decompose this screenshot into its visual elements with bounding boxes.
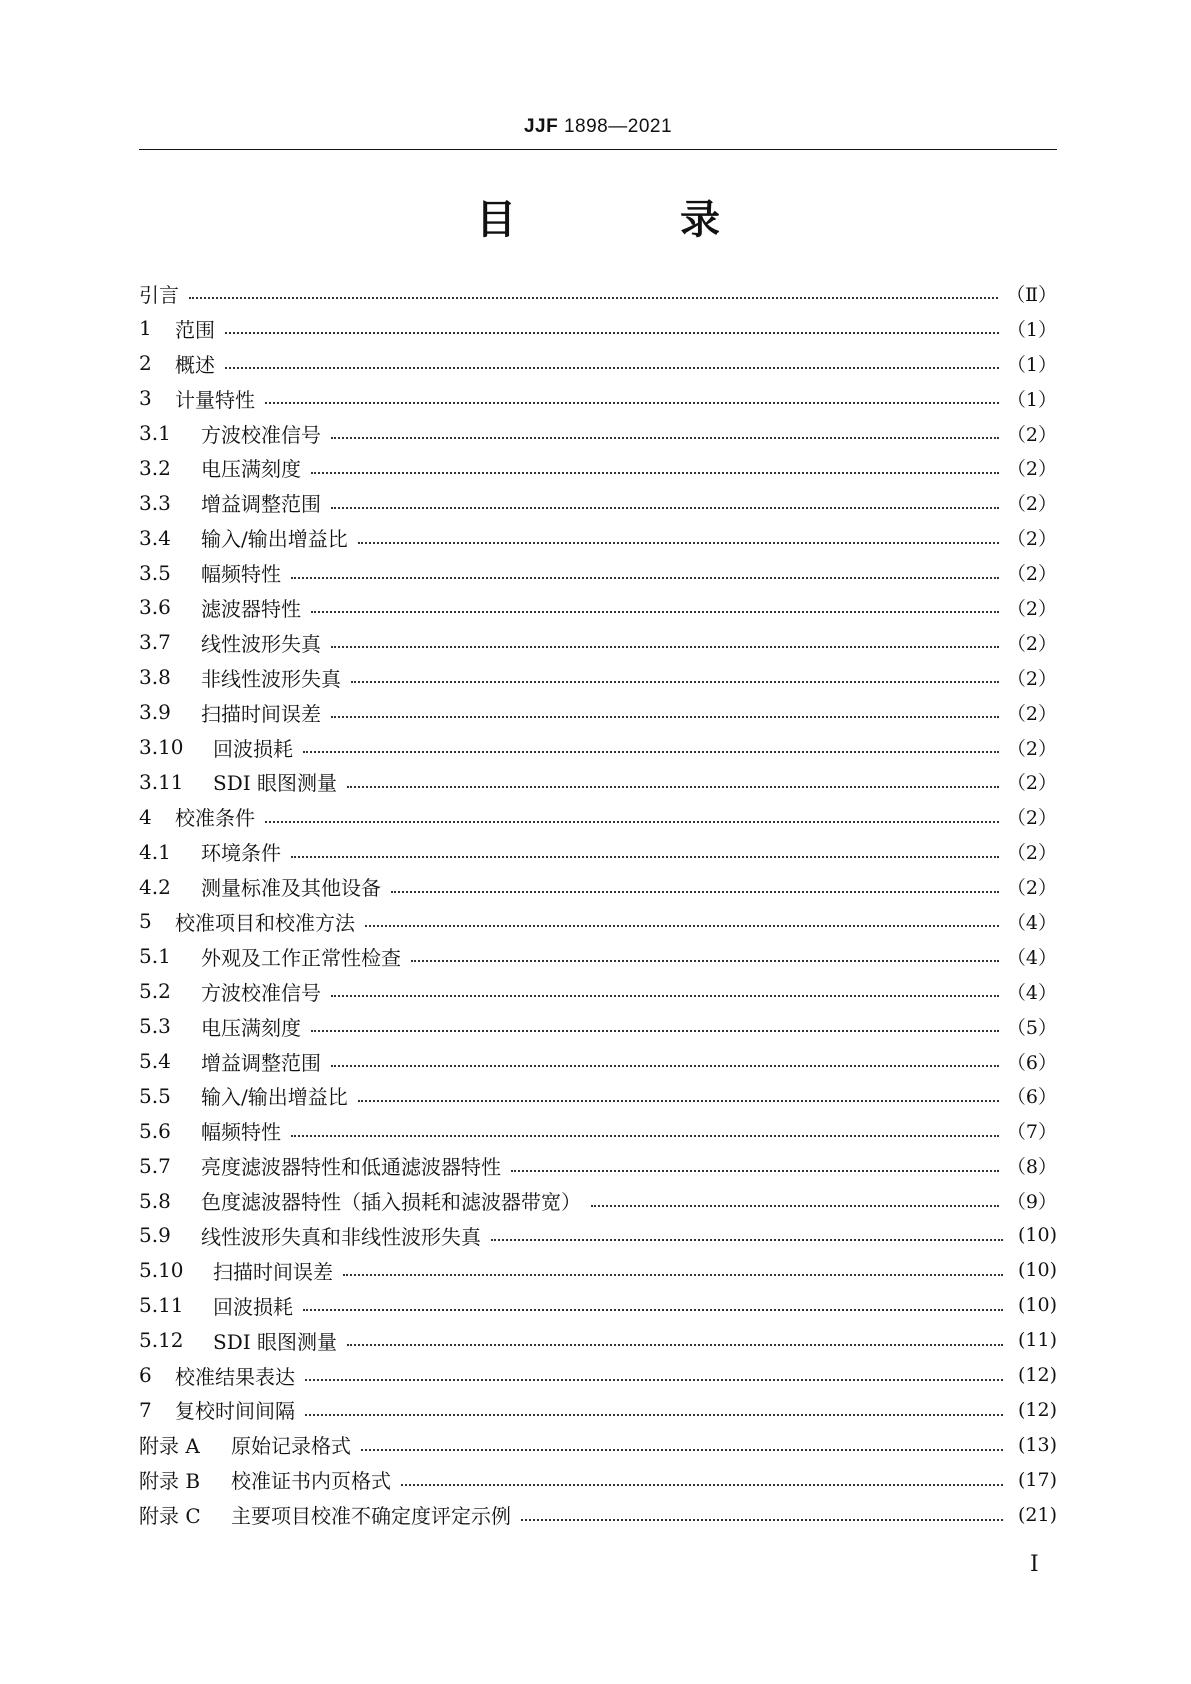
toc-entry-page: （4） (1006, 911, 1057, 934)
toc-entry-label: 电压满刻度 (201, 1015, 301, 1040)
toc-entry-number: 3.3 (139, 490, 171, 515)
toc-dot-leader (511, 1170, 999, 1172)
page-number: I (1030, 1552, 1039, 1577)
toc-entry-number: 5.3 (139, 1014, 171, 1039)
toc-title: 目 录 (476, 197, 782, 243)
toc-entry[interactable] (139, 695, 1057, 730)
toc-entry-text (139, 1186, 581, 1215)
toc-dot-leader (303, 751, 999, 753)
toc-entry[interactable] (139, 625, 1057, 660)
toc-entry-page: （6） (1006, 1086, 1057, 1109)
toc-entry-text (139, 1326, 337, 1355)
toc-entry-label: 环境条件 (201, 841, 281, 866)
toc-entry-number: 5.8 (139, 1188, 171, 1213)
toc-dot-leader (225, 332, 999, 334)
toc-entry-label: 校准条件 (175, 806, 255, 831)
toc-entry[interactable] (139, 1323, 1057, 1358)
toc-entry[interactable] (139, 660, 1057, 695)
toc-entry[interactable] (139, 764, 1057, 799)
toc-entry-label: 幅频特性 (201, 1120, 281, 1145)
toc-entry-page: (10) (1017, 1294, 1057, 1317)
toc-entry-label: 复校时间间隔 (175, 1399, 295, 1424)
toc-entry-number: 1 (139, 316, 152, 341)
toc-entry-number: 3.6 (139, 595, 171, 620)
toc-entry[interactable] (139, 1288, 1057, 1323)
toc-entry-number: 3.11 (139, 769, 184, 794)
toc-entry-text (139, 1500, 511, 1529)
toc-dot-leader (343, 1274, 1003, 1276)
toc-entry-text (139, 698, 321, 727)
toc-entry-number: 4.1 (139, 839, 171, 864)
toc-entry-label: 外观及工作正常性检查 (201, 945, 401, 970)
toc-dot-leader (411, 960, 999, 962)
toc-entry[interactable] (139, 1393, 1057, 1428)
standard-code: JJF (523, 116, 559, 137)
toc-entry-label: 校准证书内页格式 (231, 1469, 391, 1494)
toc-dot-leader (331, 716, 999, 718)
toc-dot-leader (303, 1309, 1003, 1311)
toc-entry[interactable] (139, 1183, 1057, 1218)
toc-entry-text (139, 1395, 295, 1424)
toc-entry-text (139, 453, 301, 482)
toc-entry[interactable] (139, 416, 1057, 451)
toc-entry-label: 亮度滤波器特性和低通滤波器特性 (201, 1155, 501, 1180)
toc-entry-text (139, 767, 337, 796)
toc-entry-text (139, 1430, 351, 1459)
toc-entry-label: 非线性波形失真 (201, 666, 341, 691)
toc-entry-page: (10) (1017, 1259, 1057, 1282)
toc-entry-page: （5） (1006, 1016, 1057, 1039)
toc-entry[interactable] (139, 381, 1057, 416)
toc-entry-number: 7 (139, 1397, 152, 1422)
toc-entry-label: 计量特性 (175, 387, 255, 412)
toc-dot-leader (331, 995, 999, 997)
toc-entry[interactable] (139, 1497, 1057, 1532)
toc-dot-leader (358, 1100, 999, 1102)
toc-entry-label: 方波校准信号 (201, 422, 321, 447)
toc-entry[interactable] (139, 1078, 1057, 1113)
toc-entry-label: 色度滤波器特性（插入损耗和滤波器带宽） (201, 1190, 581, 1215)
toc-entry[interactable] (139, 485, 1057, 520)
toc-entry-number: 3.2 (139, 455, 171, 480)
toc-entry-label: 滤波器特性 (201, 596, 301, 621)
toc-entry-number: 3.1 (139, 421, 171, 445)
toc-entry[interactable] (139, 1253, 1057, 1288)
toc-entry[interactable] (139, 555, 1057, 590)
toc-entry-page: （2） (1006, 702, 1057, 725)
toc-entry-label: 扫描时间误差 (213, 1259, 333, 1284)
header-divider (139, 149, 1057, 150)
toc-dot-leader (305, 1414, 1003, 1416)
toc-entry-text (139, 1361, 295, 1390)
toc-entry-label: 回波损耗 (213, 1294, 293, 1319)
toc-entry-page: （8） (1006, 1156, 1057, 1179)
toc-entry[interactable] (139, 834, 1057, 869)
standard-number: 1898—2021 (563, 116, 673, 137)
toc-entry-page: （4） (1006, 946, 1057, 969)
toc-entry-page: （1） (1006, 318, 1057, 341)
toc-entry[interactable] (139, 730, 1057, 765)
toc-entry-label: 原始记录格式 (231, 1434, 351, 1459)
toc-dot-leader (311, 472, 999, 474)
toc-entry-number: 3.5 (139, 560, 171, 585)
toc-dot-leader (291, 856, 999, 858)
toc-entry-text (139, 523, 348, 552)
toc-entry[interactable] (139, 939, 1057, 974)
toc-entry-label: 线性波形失真和非线性波形失真 (201, 1224, 481, 1249)
table-of-contents (139, 276, 1057, 1532)
toc-entry[interactable] (139, 974, 1057, 1009)
toc-dot-leader (591, 1205, 999, 1207)
toc-dot-leader (351, 681, 999, 683)
toc-entry-page: （2） (1006, 842, 1057, 865)
toc-entry-number: 5.4 (139, 1049, 171, 1074)
toc-dot-leader (401, 1484, 1003, 1486)
toc-entry-page: (12) (1017, 1364, 1057, 1387)
toc-entry-number: 5.9 (139, 1223, 171, 1248)
toc-entry[interactable] (139, 311, 1057, 346)
toc-entry-text (139, 279, 179, 308)
toc-entry[interactable] (139, 1148, 1057, 1183)
toc-dot-leader (347, 1344, 1003, 1346)
toc-entry-number: 3.7 (139, 630, 171, 655)
toc-entry-number: 附录 B (139, 1469, 201, 1494)
toc-entry-label: 电压满刻度 (201, 457, 301, 482)
toc-entry-page: （2） (1006, 597, 1057, 620)
toc-dot-leader (391, 891, 999, 893)
toc-entry-number: 5.11 (139, 1293, 184, 1318)
toc-entry-number: 5.7 (139, 1153, 171, 1178)
toc-dot-leader (331, 507, 999, 509)
toc-entry-label: 校准项目和校准方法 (175, 910, 355, 935)
toc-entry-number: 5.10 (139, 1258, 184, 1283)
toc-dot-leader (365, 925, 999, 927)
toc-entry-page: （2） (1006, 423, 1057, 446)
toc-entry-number: 附录 A (139, 1434, 200, 1459)
toc-entry-label: 增益调整范围 (201, 1050, 321, 1075)
toc-dot-leader (311, 611, 999, 613)
toc-entry[interactable] (139, 1462, 1057, 1497)
toc-entry-page: (21) (1017, 1503, 1057, 1526)
toc-entry-page: (11) (1017, 1329, 1057, 1352)
toc-entry-text (139, 872, 381, 901)
toc-dot-leader (291, 577, 999, 579)
toc-dot-leader (311, 1030, 999, 1032)
toc-entry[interactable] (139, 799, 1057, 834)
toc-entry-page: （6） (1006, 1051, 1057, 1074)
toc-dot-leader (305, 1379, 1003, 1381)
toc-entry-text (139, 1465, 391, 1494)
toc-entry-number: 3.8 (139, 665, 171, 690)
toc-entry-page: (13) (1017, 1433, 1057, 1456)
toc-entry-page: （1） (1006, 353, 1057, 376)
toc-entry-text (139, 977, 321, 1006)
toc-dot-leader (331, 646, 999, 648)
toc-entry-text (139, 488, 321, 517)
toc-entry-text (139, 1291, 293, 1320)
toc-entry[interactable] (139, 1427, 1057, 1462)
toc-entry-page: （2） (1006, 737, 1057, 760)
toc-dot-leader (189, 297, 998, 299)
toc-entry-number: 4.2 (139, 874, 171, 899)
toc-entry-label: 输入/输出增益比 (201, 1085, 348, 1110)
toc-dot-leader (491, 1239, 1003, 1241)
toc-entry-page: （2） (1006, 458, 1057, 481)
toc-entry-text (139, 593, 301, 622)
toc-entry-number: 5 (139, 909, 152, 934)
toc-entry-number: 附录 C (139, 1504, 201, 1529)
toc-entry-number: 3.9 (139, 700, 171, 725)
toc-entry-page: （2） (1006, 667, 1057, 690)
toc-entry-text (139, 802, 255, 831)
toc-entry[interactable] (139, 1044, 1057, 1079)
toc-entry-text (139, 419, 321, 448)
toc-entry-page: （2） (1006, 877, 1057, 900)
toc-entry-text (139, 1256, 333, 1285)
toc-entry-label: 测量标准及其他设备 (201, 876, 381, 901)
toc-entry-page: （2） (1006, 807, 1057, 830)
toc-entry-label: 范围 (175, 317, 215, 342)
toc-entry-label: 幅频特性 (201, 562, 281, 587)
toc-entry-text (139, 663, 341, 692)
toc-entry-page: （2） (1006, 772, 1057, 795)
toc-entry-label: SDI 眼图测量 (213, 1329, 337, 1354)
toc-entry-page: （7） (1006, 1121, 1057, 1144)
toc-entry-number: 5.6 (139, 1118, 171, 1143)
toc-entry-text (139, 1221, 481, 1250)
toc-entry-number: 5.2 (139, 979, 171, 1004)
toc-entry-label: 校准结果表达 (175, 1364, 295, 1389)
toc-entry[interactable] (139, 590, 1057, 625)
toc-entry[interactable] (139, 869, 1057, 904)
toc-entry-label: 引言 (139, 282, 179, 307)
toc-entry-number: 5.1 (139, 944, 171, 969)
toc-entry-page: (10) (1017, 1224, 1057, 1247)
toc-entry-text (139, 942, 401, 971)
toc-entry-text (139, 349, 215, 378)
toc-entry-number: 3 (139, 386, 152, 411)
toc-entry-label: 扫描时间误差 (201, 701, 321, 726)
toc-entry-number: 5.12 (139, 1328, 184, 1353)
toc-entry-label: 增益调整范围 (201, 492, 321, 517)
toc-entry-page: （2） (1006, 563, 1057, 586)
toc-entry-text (139, 907, 355, 936)
toc-dot-leader (358, 542, 999, 544)
toc-entry-number: 5.5 (139, 1083, 171, 1108)
toc-entry-page: （1） (1006, 388, 1057, 411)
toc-entry-page: （2） (1006, 493, 1057, 516)
toc-entry[interactable] (139, 346, 1057, 381)
toc-entry-page: （9） (1006, 1191, 1057, 1214)
toc-entry-text (139, 628, 321, 657)
page-header (139, 116, 1057, 138)
toc-entry-text (139, 1081, 348, 1110)
toc-dot-leader (225, 367, 999, 369)
toc-entry[interactable] (139, 1218, 1057, 1253)
toc-entry-number: 2 (139, 351, 152, 376)
toc-entry-page: （2） (1006, 632, 1057, 655)
toc-entry-text (139, 1116, 281, 1145)
toc-entry-text (139, 1151, 501, 1180)
toc-dot-leader (347, 786, 999, 788)
toc-entry-label: 线性波形失真 (201, 631, 321, 656)
toc-entry-text (139, 837, 281, 866)
toc-entry-label: 输入/输出增益比 (201, 527, 348, 552)
toc-entry[interactable] (139, 520, 1057, 555)
toc-entry-text (139, 384, 255, 413)
toc-dot-leader (265, 821, 999, 823)
toc-entry-page: （4） (1006, 981, 1057, 1004)
toc-entry-text (139, 733, 293, 762)
toc-entry[interactable] (139, 1009, 1057, 1044)
toc-entry-number: 6 (139, 1363, 152, 1388)
toc-entry-page: （Ⅱ） (1006, 283, 1057, 306)
toc-entry-label: 回波损耗 (213, 736, 293, 761)
toc-dot-leader (521, 1519, 1003, 1521)
toc-dot-leader (291, 1135, 999, 1137)
toc-dot-leader (265, 402, 999, 404)
toc-entry[interactable] (139, 1113, 1057, 1148)
toc-entry[interactable] (139, 904, 1057, 939)
toc-entry[interactable] (139, 450, 1057, 485)
toc-entry-text (139, 558, 281, 587)
toc-entry-label: 主要项目校准不确定度评定示例 (231, 1504, 511, 1529)
toc-entry-number: 3.4 (139, 525, 171, 550)
toc-entry-page: （2） (1006, 528, 1057, 551)
toc-entry-number: 3.10 (139, 735, 184, 760)
toc-dot-leader (331, 1065, 999, 1067)
toc-entry-text (139, 1047, 321, 1076)
toc-entry-label: SDI 眼图测量 (213, 771, 337, 796)
toc-entry-text (139, 314, 215, 343)
toc-entry[interactable] (139, 1358, 1057, 1393)
toc-entry-number: 4 (139, 804, 152, 829)
toc-entry-page: (17) (1017, 1468, 1057, 1491)
toc-dot-leader (361, 1449, 1003, 1451)
toc-entry[interactable] (139, 276, 1057, 311)
toc-dot-leader (331, 437, 999, 439)
toc-entry-page: (12) (1017, 1398, 1057, 1421)
toc-entry-label: 方波校准信号 (201, 980, 321, 1005)
toc-entry-text (139, 1012, 301, 1041)
toc-entry-label: 概述 (175, 352, 215, 377)
